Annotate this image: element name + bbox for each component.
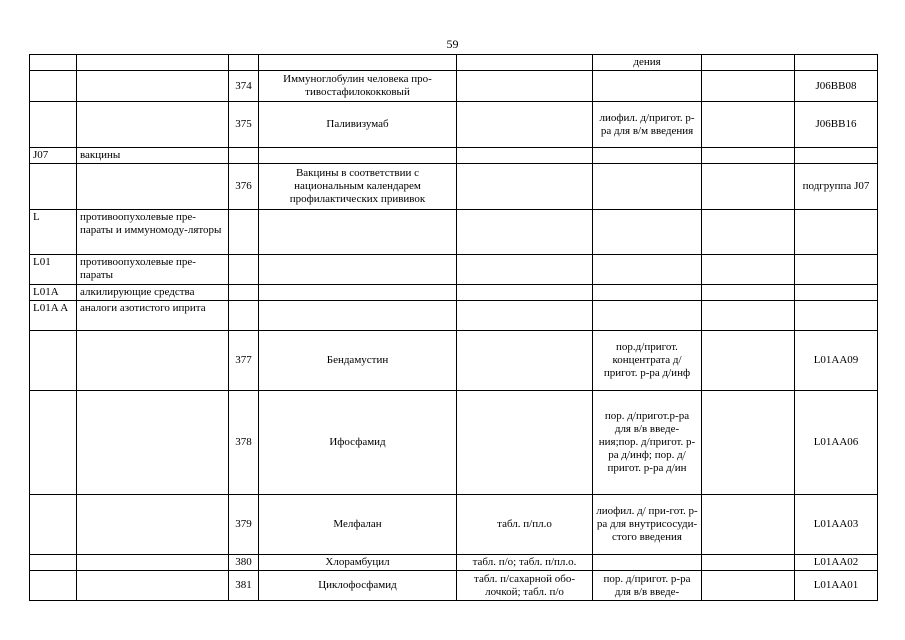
- table-row: [30, 495, 878, 555]
- cell-col7: [702, 331, 795, 391]
- cell-form1: [457, 148, 593, 164]
- cell-form1: табл. п/о; табл. п/пл.о.: [457, 555, 593, 571]
- cell-num: [229, 55, 259, 71]
- cell-col7: [702, 555, 795, 571]
- cell-atc: [795, 55, 878, 71]
- cell-code: [30, 102, 77, 148]
- cell-num: 379: [229, 495, 259, 555]
- cell-name: [259, 285, 457, 301]
- cell-col7: [702, 102, 795, 148]
- cell-form2: лиофил. д/пригот. р-ра для в/м введения: [593, 102, 702, 148]
- cell-group: [77, 102, 229, 148]
- cell-code: L01A A: [30, 301, 77, 331]
- table-row: [30, 555, 878, 571]
- cell-atc: L01AA03: [795, 495, 878, 555]
- cell-form2: [593, 164, 702, 210]
- cell-num: [229, 210, 259, 255]
- cell-form1: [457, 301, 593, 331]
- cell-atc: подгруппа J07: [795, 164, 878, 210]
- cell-code: [30, 331, 77, 391]
- cell-group: [77, 571, 229, 601]
- cell-num: 376: [229, 164, 259, 210]
- cell-code: [30, 71, 77, 102]
- cell-form2: дения: [593, 55, 702, 71]
- table-row: [30, 391, 878, 495]
- cell-form2: [593, 255, 702, 285]
- table-row: [30, 71, 878, 102]
- cell-atc: J06BB16: [795, 102, 878, 148]
- cell-name: [259, 255, 457, 285]
- cell-col7: [702, 148, 795, 164]
- cell-form2: [593, 555, 702, 571]
- cell-code: L01A: [30, 285, 77, 301]
- cell-code: [30, 164, 77, 210]
- cell-num: 380: [229, 555, 259, 571]
- cell-col7: [702, 301, 795, 331]
- cell-atc: [795, 301, 878, 331]
- cell-atc: [795, 285, 878, 301]
- cell-form1: [457, 55, 593, 71]
- table-row: [30, 331, 878, 391]
- cell-num: 374: [229, 71, 259, 102]
- cell-atc: [795, 148, 878, 164]
- cell-col7: [702, 571, 795, 601]
- cell-form2: [593, 210, 702, 255]
- cell-group: аналоги азотистого иприта: [77, 301, 229, 331]
- cell-code: [30, 555, 77, 571]
- cell-name: [259, 55, 457, 71]
- cell-atc: L01AA01: [795, 571, 878, 601]
- cell-form1: [457, 164, 593, 210]
- cell-atc: [795, 255, 878, 285]
- cell-group: [77, 391, 229, 495]
- cell-atc: L01AA06: [795, 391, 878, 495]
- cell-atc: [795, 210, 878, 255]
- cell-group: [77, 55, 229, 71]
- cell-form2: пор. д/пригот. р-ра для в/в введе-: [593, 571, 702, 601]
- cell-col7: [702, 164, 795, 210]
- page-number: 59: [446, 37, 459, 51]
- cell-num: 381: [229, 571, 259, 601]
- cell-atc: L01AA09: [795, 331, 878, 391]
- cell-form2: пор.д/пригот. концентрата д/пригот. р-ра д/инф: [593, 331, 702, 391]
- cell-group: [77, 331, 229, 391]
- cell-form1: [457, 285, 593, 301]
- cell-group: [77, 555, 229, 571]
- cell-name: Паливизумаб: [259, 102, 457, 148]
- table-row: [30, 285, 878, 301]
- cell-form1: табл. п/сахарной обо-лочкой; табл. п/о: [457, 571, 593, 601]
- cell-col7: [702, 495, 795, 555]
- cell-code: L: [30, 210, 77, 255]
- cell-col7: [702, 55, 795, 71]
- cell-name: Иммуноглобулин человека про-тивостафилококковый: [259, 71, 457, 102]
- table-row: [30, 210, 878, 255]
- table-row: [30, 301, 878, 331]
- cell-form2: пор. д/пригот.р-ра для в/в введе-ния;пор. д/пригот. р-ра д/инф; пор. д/пригот. р-ра д/ин: [593, 391, 702, 495]
- cell-form2: [593, 148, 702, 164]
- cell-code: [30, 571, 77, 601]
- table-row-continuation: [30, 55, 878, 71]
- cell-num: [229, 285, 259, 301]
- cell-col7: [702, 391, 795, 495]
- cell-form2: лиофил. д/ при-гот. р-ра для внутрисосуди-стого введения: [593, 495, 702, 555]
- cell-name: [259, 210, 457, 255]
- cell-code: [30, 391, 77, 495]
- cell-num: [229, 148, 259, 164]
- cell-num: 378: [229, 391, 259, 495]
- cell-group: [77, 164, 229, 210]
- cell-form1: табл. п/пл.о: [457, 495, 593, 555]
- cell-name: Ифосфамид: [259, 391, 457, 495]
- cell-group: [77, 71, 229, 102]
- cell-form1: [457, 391, 593, 495]
- table-row: [30, 148, 878, 164]
- cell-col7: [702, 255, 795, 285]
- cell-code: L01: [30, 255, 77, 285]
- cell-name: Вакцины в соответствии с национальным календарем профилактических прививок: [259, 164, 457, 210]
- cell-form2: [593, 71, 702, 102]
- cell-name: Мелфалан: [259, 495, 457, 555]
- cell-col7: [702, 285, 795, 301]
- cell-name: [259, 148, 457, 164]
- table-row: [30, 164, 878, 210]
- cell-num: 377: [229, 331, 259, 391]
- cell-atc: L01AA02: [795, 555, 878, 571]
- cell-atc: J06BB08: [795, 71, 878, 102]
- cell-name: Хлорамбуцил: [259, 555, 457, 571]
- cell-col7: [702, 210, 795, 255]
- cell-num: 375: [229, 102, 259, 148]
- cell-form1: [457, 331, 593, 391]
- cell-form2: [593, 285, 702, 301]
- cell-group: противоопухолевые пре-параты и иммуномоду-ляторы: [77, 210, 229, 255]
- cell-group: [77, 495, 229, 555]
- cell-code: J07: [30, 148, 77, 164]
- table-row: [30, 255, 878, 285]
- cell-form2: [593, 301, 702, 331]
- cell-col7: [702, 71, 795, 102]
- table-row: [30, 571, 878, 601]
- cell-num: [229, 301, 259, 331]
- cell-form1: [457, 71, 593, 102]
- cell-name: Циклофосфамид: [259, 571, 457, 601]
- cell-name: Бендамустин: [259, 331, 457, 391]
- cell-name: [259, 301, 457, 331]
- cell-form1: [457, 255, 593, 285]
- cell-code: [30, 55, 77, 71]
- cell-form1: [457, 102, 593, 148]
- cell-num: [229, 255, 259, 285]
- cell-form1: [457, 210, 593, 255]
- drug-list-table: [29, 54, 878, 601]
- cell-code: [30, 495, 77, 555]
- cell-group: алкилирующие средства: [77, 285, 229, 301]
- table-row: [30, 102, 878, 148]
- cell-group: вакцины: [77, 148, 229, 164]
- cell-group: противоопухолевые пре-параты: [77, 255, 229, 285]
